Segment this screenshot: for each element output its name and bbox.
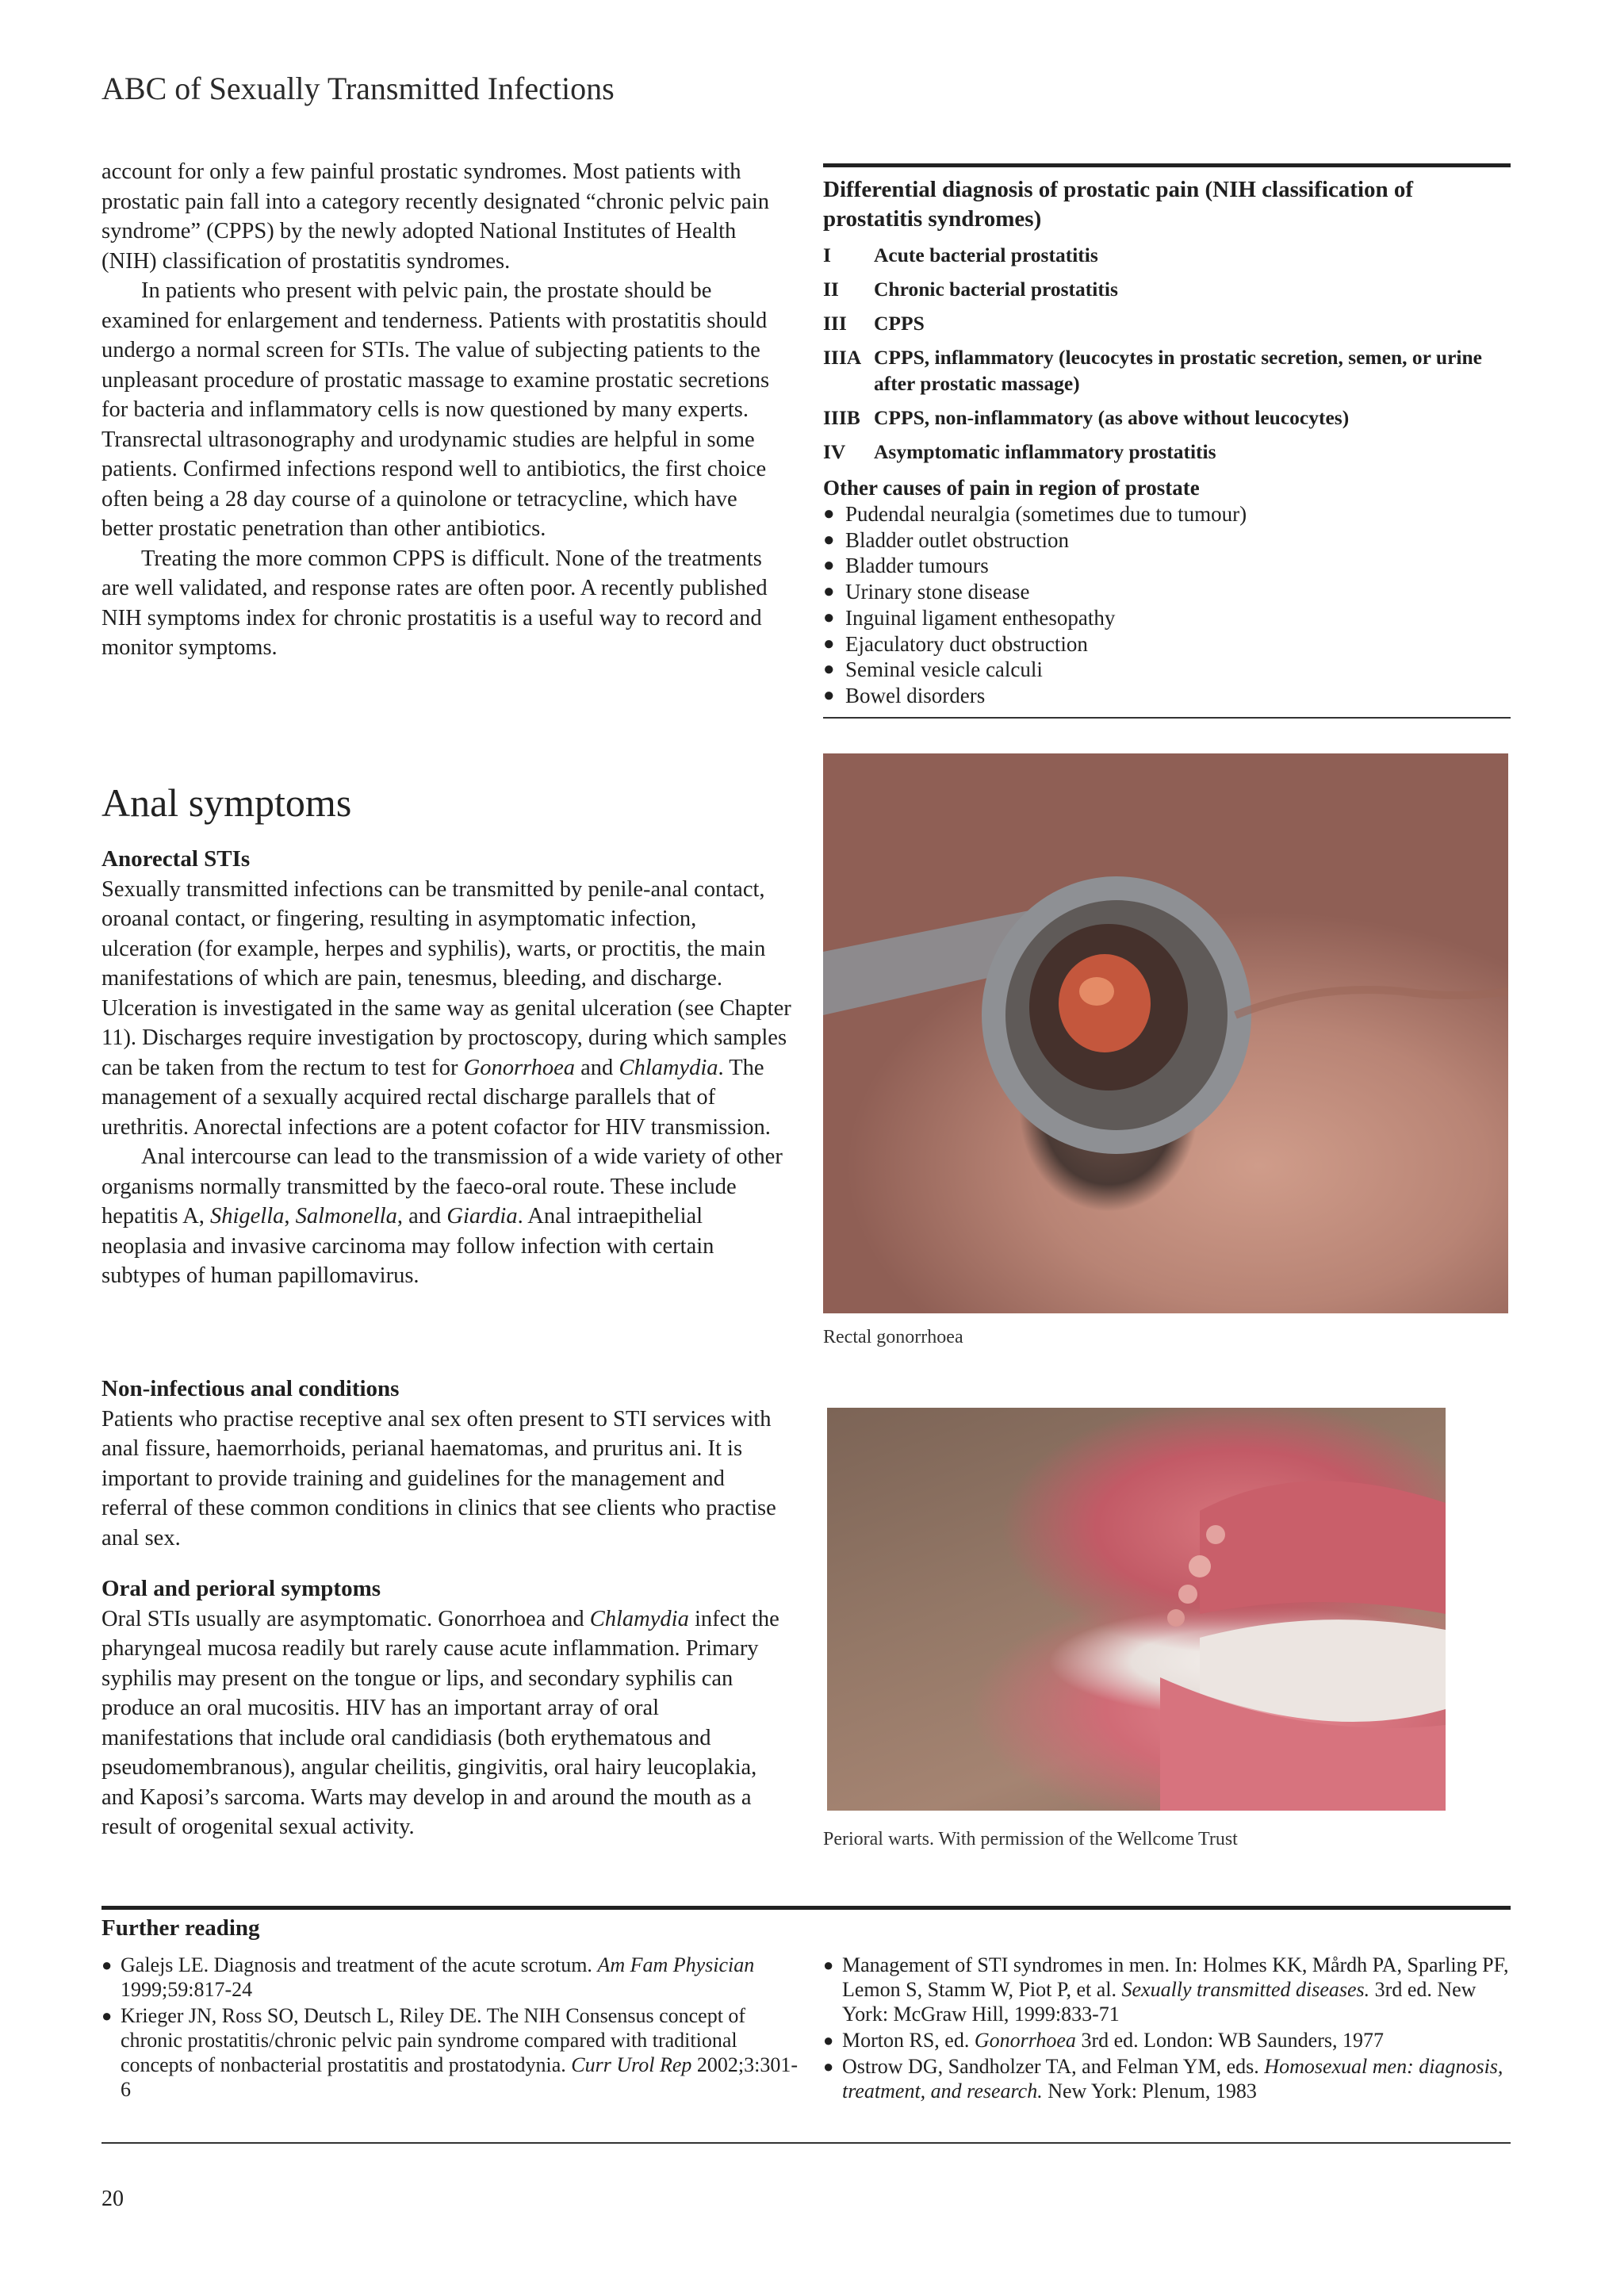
classification-number: II	[823, 278, 839, 301]
list-item-text: Bladder tumours	[845, 554, 989, 578]
paragraph: Sexually transmitted infections can be transmitted by penile-anal contact, oroanal contact, or fingering, resulting in asymptomatic infection, ulceration (for example, herpes and syphilis), warts, or proctitis, the main manifestations of which are pain, tenesmus, bleeding, and discharge. Ulceration is investigated in the same way as genital ulceration (see Chapter 11). Discharges require investigation by proctoscopy, during which samples can be taken from the rectum to test for Gonorrhoea and Chlamydia. The management of a sexually acquired rectal discharge parallels that of urethritis. Anorectal infections are a potent cofactor for HIV transmission.	[102, 876, 791, 1140]
classification-text: Acute bacterial prostatitis	[874, 243, 1098, 266]
list-item	[823, 657, 1511, 683]
bullet-icon: ●	[823, 581, 835, 603]
classification-item	[823, 242, 1511, 268]
non-infectious-section	[102, 1374, 791, 1553]
classification-text: CPPS, inflammatory (leucocytes in prostatic secretion, semen, or urine after prostatic massage)	[874, 346, 1482, 395]
classification-number: IIIA	[823, 346, 862, 369]
further-reading-rule	[102, 1906, 1511, 1910]
prostatitis-text	[102, 157, 791, 663]
paragraph: Oral STIs usually are asymptomatic. Gonorrhoea and Chlamydia infect the pharyngeal mucosa readily but rarely cause acute inflammation. Primary syphilis may present on the tongue or lips, and secondary syphilis can produce an oral mucositis. HIV has an important array of oral manifestations that include oral candidiasis (both erythematous and pseudomembranous), angular cheilitis, gingivitis, oral hairy leucoplakia, and Kaposi’s sarcoma. Warts may develop in and around the mouth as a result of orogenital sexual activity.	[102, 1606, 779, 1839]
list-item-text: Urinary stone disease	[845, 580, 1030, 604]
list-item	[823, 683, 1511, 709]
reference-text: Management of STI syndromes in men. In: Holmes KK, Mårdh PA, Sparling PF, Lemon S, Stamm W, Piot P, et al. Sexually transmitted diseases. 3rd ed. New York: McGraw Hill, 1999:833-71	[842, 1953, 1509, 2026]
classification-text: Asymptomatic inflammatory prostatitis	[874, 440, 1216, 463]
bullet-icon: ●	[823, 529, 835, 550]
oral-section	[102, 1574, 791, 1842]
list-item-text: Pudendal neuralgia (sometimes due to tumour)	[845, 502, 1247, 526]
classification-item	[823, 310, 1511, 336]
anorectal-section	[102, 845, 791, 1291]
list-item	[823, 501, 1511, 527]
reference-text: Ostrow DG, Sandholzer TA, and Felman YM, eds. Homosexual men: diagnosis, treatment, and research. New York: Plenum, 1983	[842, 2055, 1503, 2102]
list-item-text: Bowel disorders	[845, 683, 986, 707]
list-item	[823, 527, 1511, 554]
list-item-text: Ejaculatory duct obstruction	[845, 631, 1088, 656]
subheading: Non-infectious anal conditions	[102, 1376, 400, 1401]
bullet-icon: ●	[823, 659, 835, 680]
classification-text: CPPS	[874, 312, 925, 335]
classification-number: I	[823, 243, 831, 266]
paragraph: In patients who present with pelvic pain, the prostate should be examined for enlargement and tenderness. Patients with prostatitis should undergo a normal screen for STIs. The value of subjecting patients to the unpleasant procedure of prostatic massage to examine prostatic secretions for bacteria and inflammatory cells is now questioned by many experts. Transrectal ultrasonography and urodynamic studies are helpful in some patients. Confirmed infections respond well to antibiotics, the first choice often being a 28 day course of a quinolone or tetracycline, which have better prostatic penetration than other antibiotics.	[102, 278, 770, 541]
lip-illustration	[827, 1408, 1446, 1811]
subheading: Oral and perioral symptoms	[102, 1576, 381, 1601]
paragraph: Patients who practise receptive anal sex often present to STI services with anal fissure, haemorrhoids, perianal haematomas, and pruritus ani. It is important to provide training and guidelines for the management and referral of these common conditions in clinics that see clients who practise anal sex.	[102, 1406, 776, 1550]
bullet-icon: ●	[823, 607, 835, 628]
differential-diagnosis-box	[823, 163, 1511, 719]
reference-text: Krieger JN, Ross SO, Deutsch L, Riley DE. The NIH Consensus concept of chronic prostatitis/chronic pelvic pain syndrome compared with traditional concepts of nonbacterial prostatitis and prostatodynia. Curr Urol Rep 2002;3:301-6	[121, 2004, 798, 2101]
reference-text: Galejs LE. Diagnosis and treatment of the acute scrotum. Am Fam Physician 1999;59:817-24	[121, 1953, 755, 2001]
bullet-icon: ●	[823, 2056, 834, 2076]
further-reading-title: Further reading	[102, 1915, 260, 1941]
figure-caption: Rectal gonorrhoea	[823, 1327, 963, 1347]
running-head: ABC of Sexually Transmitted Infections	[102, 71, 615, 106]
box-title: Differential diagnosis of prostatic pain (NIH classification of prostatitis syndromes)	[823, 177, 1414, 232]
classification-number: IIIB	[823, 406, 860, 429]
bullet-icon: ●	[823, 633, 835, 654]
classification-text: Chronic bacterial prostatitis	[874, 278, 1118, 301]
bullet-icon: ●	[823, 504, 835, 524]
bullet-icon: ●	[102, 1955, 113, 1975]
subheading: Anorectal STIs	[102, 846, 251, 872]
reference-item	[823, 2028, 1511, 2053]
section-heading: Anal symptoms	[102, 780, 352, 825]
reference-item	[823, 1953, 1511, 2026]
list-item	[823, 579, 1511, 605]
bullet-icon: ●	[823, 2030, 834, 2050]
divider	[102, 2142, 1511, 2144]
bullet-icon: ●	[823, 1955, 834, 1975]
classification-list	[823, 242, 1511, 465]
classification-item	[823, 344, 1511, 397]
list-item	[823, 553, 1511, 579]
paragraph: account for only a few painful prostatic syndromes. Most patients with prostatic pain fall into a category recently designated “chronic pelvic pain syndrome” (CPPS) by the newly adopted National Institutes of Health (NIH) classification of prostatitis syndromes.	[102, 159, 769, 274]
bullet-icon: ●	[823, 684, 835, 706]
figure-caption: Perioral warts. With permission of the Wellcome Trust	[823, 1829, 1238, 1849]
page-number: 20	[102, 2187, 124, 2211]
reference-item	[823, 2054, 1511, 2103]
classification-number: III	[823, 312, 847, 335]
further-reading-right	[823, 1953, 1511, 2105]
further-reading-left	[102, 1953, 799, 2103]
other-causes-list	[823, 501, 1511, 709]
list-item-text: Bladder outlet obstruction	[845, 527, 1069, 552]
reference-item	[102, 2003, 799, 2102]
list-item	[823, 631, 1511, 657]
list-item	[823, 605, 1511, 631]
paragraph: Anal intercourse can lead to the transmission of a wide variety of other organisms normally transmitted by the faeco-oral route. These include hepatitis A, Shigella, Salmonella, and Giardia. Anal intraepithelial neoplasia and invasive carcinoma may follow infection with certain subtypes of human papillomavirus.	[102, 1144, 783, 1288]
list-item-text: Seminal vesicle calculi	[845, 657, 1043, 682]
reference-text: Morton RS, ed. Gonorrhoea 3rd ed. London: WB Saunders, 1977	[842, 2029, 1384, 2052]
bullet-icon: ●	[102, 2006, 113, 2026]
classification-item	[823, 276, 1511, 302]
perioral-warts-photo	[827, 1408, 1446, 1811]
box-subtitle: Other causes of pain in region of prostate	[823, 476, 1200, 500]
list-item-text: Inguinal ligament enthesopathy	[845, 605, 1116, 630]
reference-item	[102, 1953, 799, 2002]
classification-item	[823, 404, 1511, 431]
proctoscope-illustration	[823, 753, 1508, 1313]
bullet-icon: ●	[823, 555, 835, 577]
classification-text: CPPS, non-inflammatory (as above without leucocytes)	[874, 406, 1350, 429]
classification-number: IV	[823, 440, 846, 463]
rectal-gonorrhoea-photo	[823, 753, 1508, 1313]
classification-item	[823, 439, 1511, 465]
paragraph: Treating the more common CPPS is difficult. None of the treatments are well validated, and response rates are often poor. A recently published NIH symptoms index for chronic prostatitis is a useful way to record and monitor symptoms.	[102, 546, 768, 660]
